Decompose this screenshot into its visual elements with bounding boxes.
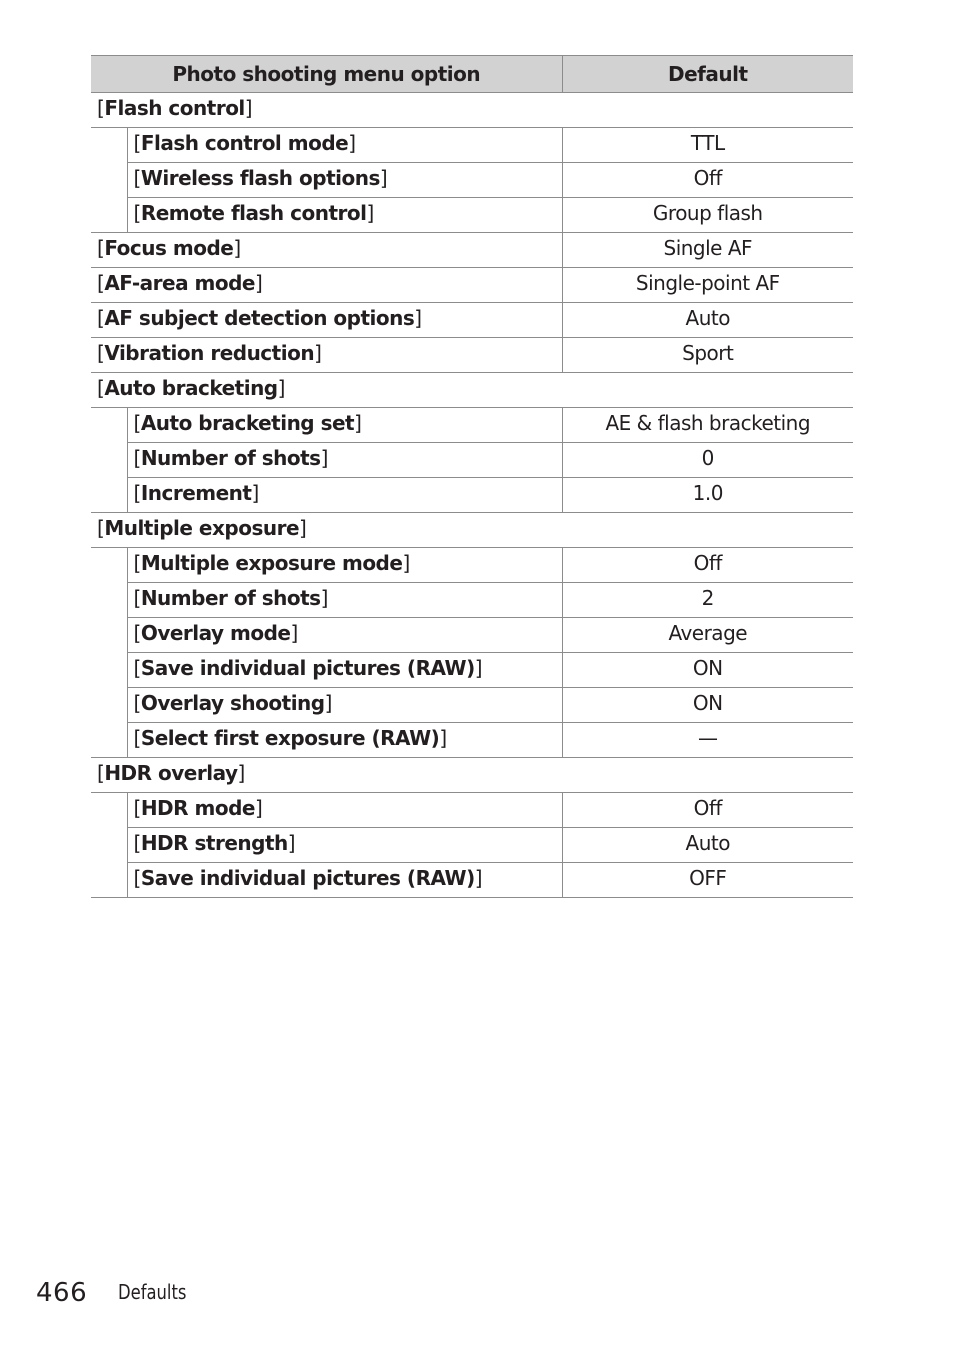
table-row — [91, 128, 853, 163]
default-value-cell: 1.0 — [562, 478, 853, 513]
option-label: Save individual pictures (RAW) — [140, 866, 475, 890]
table-row — [91, 688, 853, 723]
table-row — [91, 548, 853, 583]
table-header-row — [91, 56, 853, 93]
option-label: Multiple exposure — [104, 516, 300, 540]
option-label: AF subject detection options — [104, 306, 415, 330]
option-cell: [Number of shots] — [127, 583, 562, 618]
indent-cell — [91, 793, 127, 828]
option-label: Auto bracketing set — [140, 411, 355, 435]
option-label: Auto bracketing — [104, 376, 278, 400]
option-label: Overlay mode — [140, 621, 291, 645]
option-cell: [Wireless flash options] — [127, 163, 562, 198]
option-label: Multiple exposure mode — [140, 551, 403, 575]
indent-cell — [91, 443, 127, 478]
table-row — [91, 653, 853, 688]
table-row — [91, 793, 853, 828]
group-label-cell: [Multiple exposure] — [91, 513, 853, 548]
option-label: Flash control mode — [140, 131, 349, 155]
indent-cell — [91, 688, 127, 723]
default-value-cell: Off — [562, 793, 853, 828]
default-value-cell: Single-point AF — [562, 268, 853, 303]
option-label: Increment — [140, 481, 252, 505]
table-row — [91, 408, 853, 443]
group-row — [91, 513, 853, 548]
indent-cell — [91, 478, 127, 513]
group-row — [91, 93, 853, 128]
option-cell: [Overlay shooting] — [127, 688, 562, 723]
default-value-cell: ON — [562, 688, 853, 723]
table-row — [91, 268, 853, 303]
option-label: Focus mode — [104, 236, 234, 260]
option-cell: [HDR mode] — [127, 793, 562, 828]
indent-cell — [91, 653, 127, 688]
table-row — [91, 863, 853, 898]
table-row — [91, 198, 853, 233]
header-default: Default — [562, 56, 853, 93]
table-row — [91, 338, 853, 373]
option-cell: [Save individual pictures (RAW)] — [127, 653, 562, 688]
indent-cell — [91, 583, 127, 618]
group-row — [91, 373, 853, 408]
default-value-cell: Auto — [562, 303, 853, 338]
default-value-cell: — — [562, 723, 853, 758]
table-row — [91, 618, 853, 653]
option-cell: [Focus mode] — [91, 233, 562, 268]
default-value-cell: OFF — [562, 863, 853, 898]
indent-cell — [91, 548, 127, 583]
option-cell: [Number of shots] — [127, 443, 562, 478]
option-label: Number of shots — [140, 446, 321, 470]
default-value-cell: ON — [562, 653, 853, 688]
indent-cell — [91, 723, 127, 758]
option-label: HDR overlay — [104, 761, 238, 785]
default-value-cell: 2 — [562, 583, 853, 618]
table-row — [91, 478, 853, 513]
option-cell: [AF subject detection options] — [91, 303, 562, 338]
page-number: 466 — [36, 1278, 88, 1308]
table-body — [91, 93, 853, 898]
default-value-cell: AE & flash bracketing — [562, 408, 853, 443]
option-label: Flash control — [104, 96, 245, 120]
group-label-cell: [Auto bracketing] — [91, 373, 853, 408]
default-value-cell: Average — [562, 618, 853, 653]
table-row — [91, 163, 853, 198]
option-cell: [Save individual pictures (RAW)] — [127, 863, 562, 898]
indent-cell — [91, 863, 127, 898]
option-cell: [Overlay mode] — [127, 618, 562, 653]
option-cell: [Select first exposure (RAW)] — [127, 723, 562, 758]
option-cell: [AF-area mode] — [91, 268, 562, 303]
default-value-cell: Auto — [562, 828, 853, 863]
indent-cell — [91, 408, 127, 443]
header-option: Photo shooting menu option — [91, 56, 562, 93]
table-row — [91, 723, 853, 758]
option-label: Number of shots — [140, 586, 321, 610]
option-label: HDR strength — [140, 831, 288, 855]
indent-cell — [91, 128, 127, 163]
default-value-cell: Single AF — [562, 233, 853, 268]
option-cell: [Auto bracketing set] — [127, 408, 562, 443]
indent-cell — [91, 163, 127, 198]
option-cell: [Vibration reduction] — [91, 338, 562, 373]
table-row — [91, 443, 853, 478]
footer-section-name: Defaults — [118, 1280, 187, 1304]
group-label-cell: [HDR overlay] — [91, 758, 853, 793]
table-row — [91, 233, 853, 268]
option-cell: [Remote flash control] — [127, 198, 562, 233]
option-cell: [HDR strength] — [127, 828, 562, 863]
default-value-cell: 0 — [562, 443, 853, 478]
indent-cell — [91, 828, 127, 863]
default-value-cell: Sport — [562, 338, 853, 373]
option-label: HDR mode — [140, 796, 255, 820]
option-label: Vibration reduction — [104, 341, 315, 365]
option-cell: [Increment] — [127, 478, 562, 513]
option-label: Wireless flash options — [140, 166, 380, 190]
group-label-cell: [Flash control] — [91, 93, 853, 128]
option-label: Select first exposure (RAW) — [140, 726, 440, 750]
table-row — [91, 303, 853, 338]
indent-cell — [91, 618, 127, 653]
default-value-cell: Group flash — [562, 198, 853, 233]
default-value-cell: Off — [562, 548, 853, 583]
option-cell: [Flash control mode] — [127, 128, 562, 163]
table-header — [91, 56, 853, 93]
option-cell: [Multiple exposure mode] — [127, 548, 562, 583]
defaults-table — [91, 55, 853, 898]
option-label: Overlay shooting — [140, 691, 325, 715]
table-row — [91, 828, 853, 863]
default-value-cell: TTL — [562, 128, 853, 163]
option-label: Remote flash control — [140, 201, 367, 225]
option-label: AF-area mode — [104, 271, 255, 295]
option-label: Save individual pictures (RAW) — [140, 656, 475, 680]
default-value-cell: Off — [562, 163, 853, 198]
group-row — [91, 758, 853, 793]
indent-cell — [91, 198, 127, 233]
table-row — [91, 583, 853, 618]
